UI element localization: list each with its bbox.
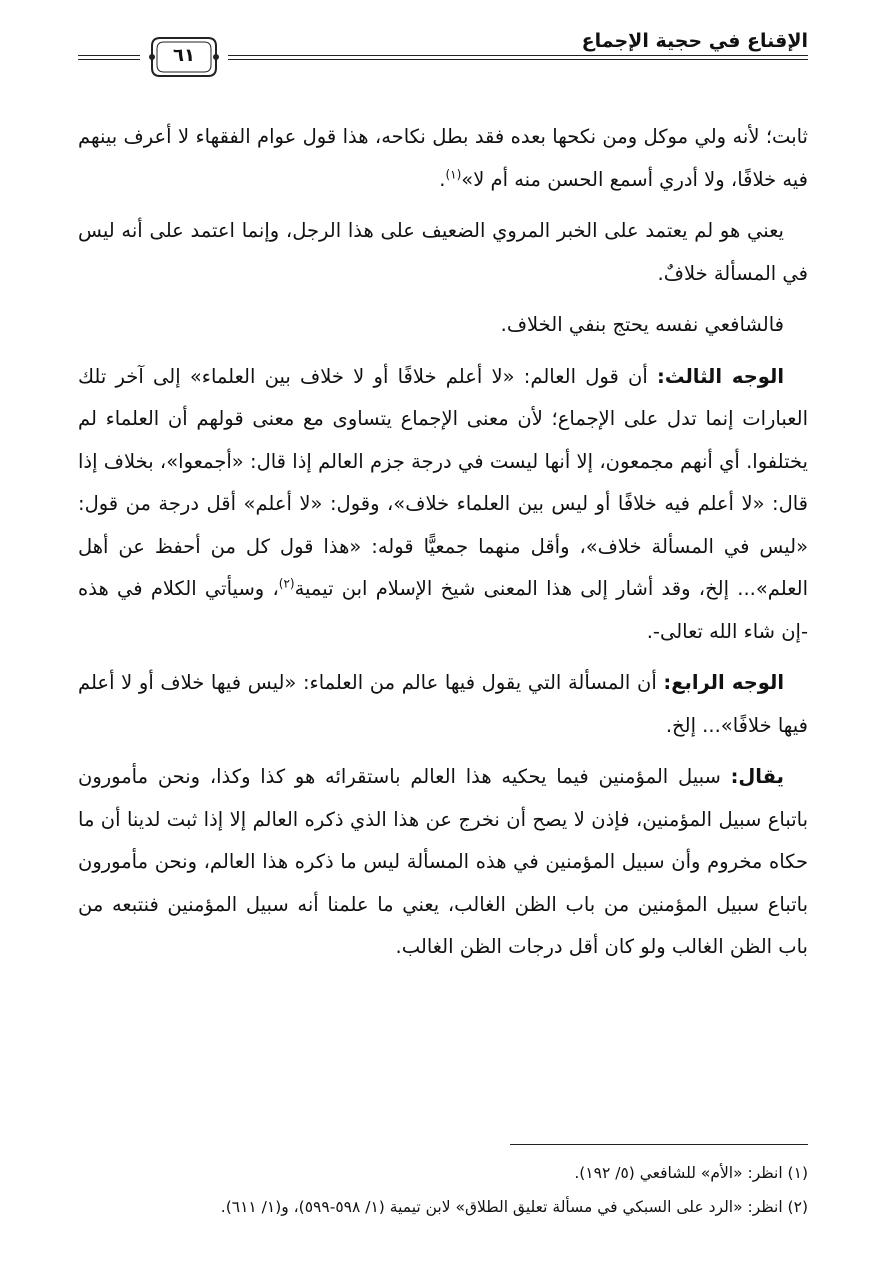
paragraph-6-heading: يقال: — [730, 765, 784, 788]
page-number: ٦١ — [173, 45, 195, 66]
footnote-ref-1: (١) — [445, 167, 462, 181]
footnote-1: (١) انظر: «الأم» للشافعي (٥/ ١٩٢). — [574, 1164, 808, 1182]
footnotes — [78, 1156, 808, 1224]
paragraph-4-heading: الوجه الثالث: — [657, 364, 785, 388]
paragraph-2: يعني هو لم يعتمد على الخبر المروي الضعيف على هذا الرجل، وإنما اعتمد على أنه ليس في المسألة خلافٌ. — [78, 219, 808, 285]
footnote-2: (٢) انظر: «الرد على السبكي في مسألة تعليق الطلاق» لابن تيمية (١/ ٥٩٨-٥٩٩)، و(١/ ٦١١). — [220, 1198, 808, 1216]
paragraph-5-heading: الوجه الرابع: — [663, 671, 784, 694]
paragraph-1 — [78, 116, 808, 201]
header-rule-left — [78, 55, 140, 60]
footnote-ref-2: (٢) — [278, 576, 295, 591]
paragraph-4-text: أن قول العالم: «لا أعلم خلافًا أو لا خلاف بين العلماء» إلى آخر تلك العبارات إنما تدل على الإجماع؛ لأن معنى الإجماع يتساوى مع معنى قولهم أن العلماء لم يختلفوا. أي أنهم مجمعون، إلا أنها ليست في درجة جزم العالم إذا قال: «أجمعوا»، بخلاف إذا قال: «لا أعلم فيه خلافًا أو ليس بين العلماء خلاف»، وقول: «لا أعلم» أقل درجة من قول: «ليس في المسألة خلاف»، وأقل منهما جمعيًّا قوله: «هذا قول كل من أحفظ عن أهل العلم»... إلخ، وقد أشار إلى هذا المعنى شيخ الإسلام ابن تيمية — [78, 364, 809, 600]
paragraph-4-end: ، وسيأتي الكلام في هذه -إن شاء الله تعالى-. — [78, 577, 808, 643]
paragraph-4 — [78, 356, 808, 654]
running-title: الإقناع في حجية الإجماع — [581, 30, 808, 52]
header-rule-right — [228, 55, 808, 60]
paragraph-5-text: أن المسألة التي يقول فيها عالم من العلماء: «ليس فيها خلاف أو لا أعلم فيها خلافًا»... إلخ. — [78, 671, 808, 737]
page-header — [78, 22, 808, 86]
paragraph-3: فالشافعي نفسه يحتج بنفي الخلاف. — [500, 313, 784, 336]
paragraph-1-text: ثابت؛ لأنه ولي موكل ومن نكحها بعده فقد بطل نكاحه، هذا قول عوام الفقهاء لا أعرف بينهم فيه خلافًا، ولا أدري أسمع الحسن منه أم لا» — [78, 125, 808, 191]
paragraph-1-end: . — [439, 167, 446, 191]
main-text — [78, 116, 808, 978]
page-number-ornament — [146, 32, 222, 82]
footnote-separator — [510, 1144, 808, 1145]
paragraph-6-text: سبيل المؤمنين فيما يحكيه هذا العالم باستقرائه هو كذا وكذا، ونحن مأمورون باتباع سبيل المؤمنين، فإذن لا يصح أن نخرج عن هذا الذي ذكره العالم إلا إذا ثبت لدينا أن ما حكاه مخروم وأن سبيل المؤمنين في هذه المسألة ليس ما ذكره هذا العالم، ونحن مأمورون باتباع سبيل المؤمنين من باب الظن الغالب، يعني ما علمنا أنه سبيل المؤمنين فنتبعه من باب الظن الغالب ولو كان أقل درجات الظن الغالب. — [78, 765, 808, 958]
paragraph-6 — [78, 756, 808, 969]
paragraph-5 — [78, 662, 808, 747]
